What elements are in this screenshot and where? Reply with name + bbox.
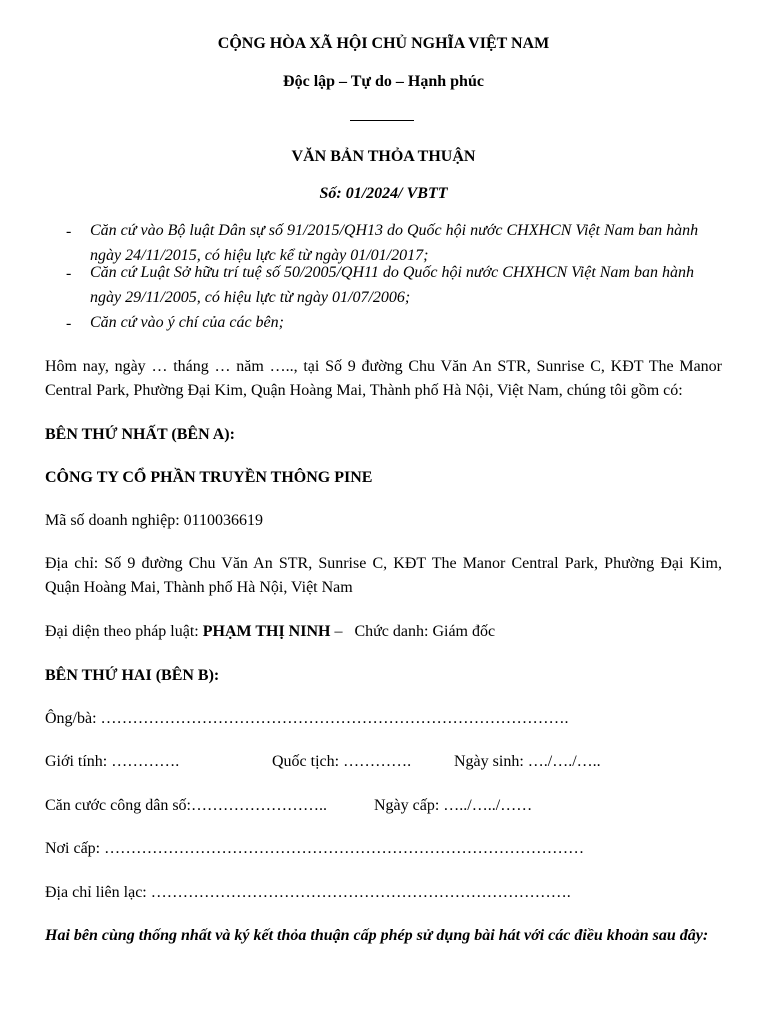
list-bullet: - bbox=[66, 265, 72, 282]
rep-title: Chức danh: Giám đốc bbox=[354, 623, 496, 640]
document-title: VĂN BẢN THỎA THUẬN bbox=[291, 148, 476, 165]
party-b-heading: BÊN THỨ HAI (BÊN B): bbox=[45, 667, 220, 684]
list-bullet: - bbox=[66, 223, 72, 240]
party-b-dob: Ngày sinh: …./…./….. bbox=[454, 753, 601, 770]
legal-basis-item: Căn cứ vào Bộ luật Dân sự số 91/2015/QH13 do Quốc hội nước CHXHCN Việt Nam ban hành ngày 24/11/2015, có hiệu lực kể từ ngày 01/01/2017; bbox=[90, 222, 699, 264]
party-a-representative bbox=[45, 620, 495, 644]
rep-dash: – bbox=[330, 623, 347, 640]
party-b-contact-address: Địa chỉ liên lạc: ……………………………………………………………………. bbox=[45, 884, 571, 901]
party-b-issue-date: Ngày cấp: …../…../…… bbox=[374, 797, 533, 814]
rep-name: PHẠM THỊ NINH bbox=[202, 623, 331, 640]
party-b-id-number: Căn cước công dân số:…………………….. bbox=[45, 797, 327, 814]
intro-paragraph: Hôm nay, ngày … tháng … năm ….., tại Số 9 đường Chu Văn An STR, Sunrise C, KĐT The Manor Central Park, Phường Đại Kim, Quận Hoàng Mai, Thành phố Hà Nội, Việt Nam, chúng tôi gồm có: bbox=[45, 358, 722, 399]
national-motto: Độc lập – Tự do – Hạnh phúc bbox=[283, 73, 484, 90]
header-divider bbox=[350, 120, 414, 121]
party-a-address: Địa chỉ: Số 9 đường Chu Văn An STR, Sunrise C, KĐT The Manor Central Park, Phường Đại Kim, Quận Hoàng Mai, Thành phố Hà Nội, Việt Nam bbox=[45, 555, 722, 596]
party-b-name: Ông/bà: ……………………………………………………………………………. bbox=[45, 710, 569, 727]
legal-basis-item: Căn cứ vào ý chí của các bên; bbox=[90, 314, 284, 331]
party-a-tax-code: Mã số doanh nghiệp: 0110036619 bbox=[45, 512, 264, 529]
legal-basis-item: Căn cứ Luật Sở hữu trí tuệ số 50/2005/QH11 do Quốc hội nước CHXHCN Việt Nam ban hành ngày 29/11/2005, có hiệu lực từ ngày 01/07/2006; bbox=[90, 264, 694, 306]
party-a-company: CÔNG TY CỔ PHẦN TRUYỀN THÔNG PINE bbox=[45, 469, 373, 486]
party-b-nationality: Quốc tịch: …………. bbox=[272, 753, 412, 770]
party-a-heading: BÊN THỨ NHẤT (BÊN A): bbox=[45, 426, 235, 443]
rep-label: Đại diện theo pháp luật: bbox=[45, 623, 203, 640]
list-bullet: - bbox=[66, 315, 72, 332]
party-b-gender: Giới tính: …………. bbox=[45, 753, 180, 770]
agreement-statement: Hai bên cùng thống nhất và ký kết thỏa thuận cấp phép sử dụng bài hát với các điều khoản sau đây: bbox=[45, 927, 709, 944]
document-number: Số: 01/2024/ VBTT bbox=[319, 185, 448, 202]
party-b-issue-place: Nơi cấp: ……………………………………………………………………………… bbox=[45, 840, 585, 857]
country-header: CỘNG HÒA XÃ HỘI CHỦ NGHĨA VIỆT NAM bbox=[217, 35, 550, 52]
